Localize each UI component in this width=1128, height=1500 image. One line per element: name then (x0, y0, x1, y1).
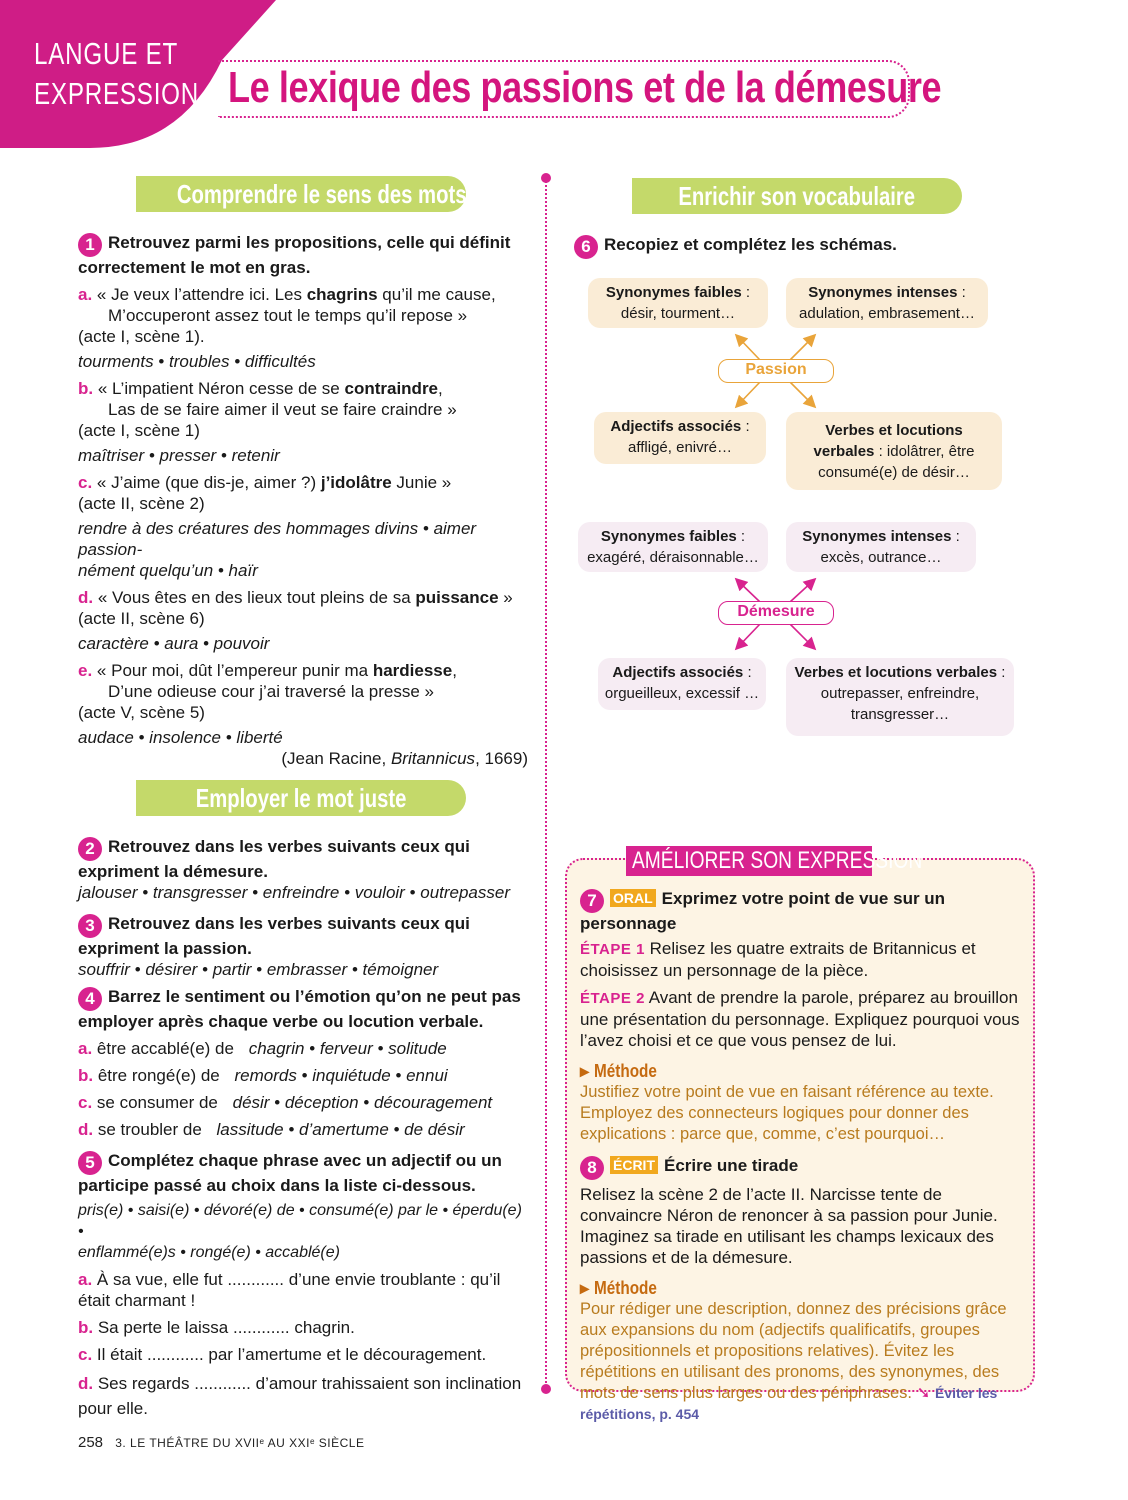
exercise-number: 7 (580, 889, 604, 913)
exercise-number: 1 (78, 233, 102, 257)
arrow-line (737, 336, 760, 360)
source-citation: (Jean Racine, Britannicus, 1669) (281, 749, 528, 768)
item-a: a. « Je veux l’attendre ici. Les chagrins qu’il me cause, (78, 285, 496, 304)
item-c: c. Il était ............ par l’amertume et le découragement. (78, 1345, 487, 1364)
methode-text: Pour rédiger une description, donnez des précisions grâce aux expansions du nom (adjectifs qualificatifs, groupes prépositionnels et propositions relatives). Évitez les répétitions en utilisant des pronoms, des synonymes, des mots de sens plus larges ou des périphrases. ➘ Éviter les répétitions, p. 454 (580, 1300, 1007, 1422)
arrow-line (737, 580, 760, 602)
quote-reference: (acte II, scène 2) (78, 494, 205, 513)
item-a: a. À sa vue, elle fut ............ d’une envie troublante : qu’il était charmant ! (78, 1270, 501, 1310)
exercise-number: 8 (580, 1156, 604, 1180)
exercise-3-instruction: 3 Retrouvez dans les verbes suivants ceux qui expriment la passion. (78, 914, 470, 958)
ameliorer-content (580, 888, 1024, 1425)
quote-reference: (acte II, scène 6) (78, 609, 205, 628)
divider-dot (541, 173, 551, 183)
item-b: b. « L’impatient Néron cesse de se contraindre, (78, 379, 443, 398)
page-title: Le lexique des passions et de la démesure (228, 63, 942, 112)
item-b: b. Sa perte le laissa ............ chagrin. (78, 1318, 355, 1337)
exercise-number: 3 (78, 914, 102, 938)
schema-passion-adjectifs: Adjectifs associés : affligé, enivré… (594, 412, 766, 464)
page-number: 258 (78, 1434, 104, 1451)
quote-line: Las de se faire aimer il veut se faire craindre » (108, 400, 457, 419)
arrow-line (790, 336, 814, 360)
page-footer (78, 1434, 364, 1452)
quote-line: D’une odieuse cour j’ai traversé la presse » (108, 682, 435, 701)
quote-line: M’occuperont assez tout le temps qu’il repose » (108, 306, 468, 325)
methode-heading: ▸ Méthode (580, 1278, 657, 1298)
word-list: pris(e) • saisi(e) • dévoré(e) de • consumé(e) par le • éperdu(e) • (78, 1202, 522, 1240)
item-d: d. se troubler de lassitude • d’amertume • de désir (78, 1120, 465, 1139)
divider-dot (541, 1384, 551, 1394)
section-label: LANGUE ET EXPRESSION (34, 36, 200, 111)
exercise-instruction: 1 Retrouvez parmi les propositions, celle qui définit correctement le mot en gras. (78, 233, 511, 277)
arrow-icon: ➘ (916, 1384, 931, 1402)
options-list: jalouser • transgresser • enfreindre • vouloir • outrepasser (78, 883, 511, 902)
schema-center-demesure: Démesure (718, 601, 834, 625)
chapter-label: 3. LE THÉÂTRE DU XVIIᵉ AU XXIᵉ SIÈCLE (115, 1436, 365, 1450)
ameliorer-expression-tab: AMÉLIORER SON EXPRESSION (626, 846, 872, 876)
schema-demesure-verbes: Verbes et locutions verbales : outrepasser, enfreindre, transgresser… (786, 658, 1014, 736)
oral-badge: ORAL (610, 889, 656, 907)
arrow-line (790, 580, 814, 602)
section-heading-enrichir: Enrichir son vocabulaire (632, 178, 962, 214)
etape-2: ÉTAPE 2 Avant de prendre la parole, préparez au brouillon une présentation du personnage. Expliquez pourquoi vous l’avez choisi et ce que vous pensez de lui. (580, 988, 1020, 1050)
schema-passion-synonymes-intenses: Synonymes intenses : adulation, embrasement… (786, 278, 988, 328)
methode-heading: ▸ Méthode (580, 1061, 657, 1081)
item-c: c. « J’aime (que dis-je, aimer ?) j’idolâtre Junie » (78, 473, 452, 492)
exercise-number: 2 (78, 837, 102, 861)
schema-center-passion: Passion (718, 359, 834, 383)
exercises-2-5 (78, 836, 528, 1421)
item-d: d. Ses regards ............ d’amour trahissaient son inclination pour elle. (78, 1374, 522, 1418)
options-list: maîtriser • presser • retenir (78, 446, 280, 465)
options-list: audace • insolence • liberté (78, 728, 283, 747)
section-heading-employer: Employer le mot juste (136, 780, 466, 816)
schema-demesure-adjectifs: Adjectifs associés : orgueilleux, excessif … (598, 658, 766, 710)
item-d: d. « Vous êtes en des lieux tout pleins de sa puissance » (78, 588, 513, 607)
exercise-number: 4 (78, 987, 102, 1011)
arrow-line (737, 624, 760, 648)
arrow-line (790, 624, 814, 648)
arrow-line (737, 382, 760, 406)
methode-text: Justifiez votre point de vue en faisant référence au texte. Employez des connecteurs logiques pour donner des explications : parce que, comme, c’est pourquoi… (580, 1083, 994, 1143)
exercise-6-instruction: 6 Recopiez et complétez les schémas. (574, 234, 1024, 259)
options-list: nément quelqu’un • haïr (78, 561, 258, 580)
exercise-number: 6 (574, 235, 598, 259)
exercise-4-instruction: 4 Barrez le sentiment ou l’émotion qu’on ne peut pas employer après chaque verbe ou locution verbale. (78, 987, 521, 1031)
triangle-icon: ▸ (580, 1061, 590, 1081)
quote-reference: (acte I, scène 1). (78, 327, 205, 346)
cross-reference-link[interactable]: Éviter les répétitions, p. 454 (580, 1385, 998, 1422)
exercise-5-instruction: 5 Complétez chaque phrase avec un adjectif ou un participe passé au choix dans la liste ci-dessous. (78, 1151, 502, 1195)
etape-1: ÉTAPE 1 Relisez les quatre extraits de Britannicus et choisissez un personnage de la pièce. (580, 939, 976, 980)
quote-reference: (acte I, scène 1) (78, 421, 200, 440)
schema-demesure-synonymes-faibles: Synonymes faibles : exagéré, déraisonnable… (578, 522, 768, 572)
options-list: caractère • aura • pouvoir (78, 634, 270, 653)
section-heading-comprendre: Comprendre le sens des mots (136, 176, 466, 212)
options-list: rendre à des créatures des hommages divins • aimer passion- (78, 519, 477, 559)
options-list: souffrir • désirer • partir • embrasser • témoigner (78, 960, 439, 979)
item-b: b. être rongé(e) de remords • inquiétude • ennui (78, 1066, 448, 1085)
column-divider (545, 176, 547, 1391)
exercise-8-title: 8 ÉCRIT Écrire une tirade (580, 1155, 1024, 1180)
exercise-8-text: Relisez la scène 2 de l’acte II. Narcisse tente de convaincre Néron de renoncer à sa passion pour Junie. Imaginez sa tirade en utilisant les champs lexicaux des passions et de la démesure. (580, 1185, 998, 1267)
schema-demesure-synonymes-intenses: Synonymes intenses : excès, outrance… (786, 522, 976, 572)
exercise-1 (78, 232, 528, 769)
options-list: tourments • troubles • difficultés (78, 352, 316, 371)
word-list: enflammé(e)s • rongé(e) • accablé(e) (78, 1244, 340, 1261)
schema-passion-verbes: Verbes et locutions verbales : idolâtrer, être consumé(e) de désir… (786, 412, 1002, 490)
arrow-line (790, 382, 814, 406)
item-e: e. « Pour moi, dût l’empereur punir ma hardiesse, (78, 661, 457, 680)
item-c: c. se consumer de désir • déception • découragement (78, 1093, 493, 1112)
quote-reference: (acte V, scène 5) (78, 703, 205, 722)
exercise-7-title: 7 ORAL Exprimez votre point de vue sur un personnage (580, 889, 946, 933)
ecrit-badge: ÉCRIT (610, 1156, 658, 1174)
exercise-2-instruction: 2 Retrouvez dans les verbes suivants ceux qui expriment la démesure. (78, 837, 470, 881)
exercise-number: 5 (78, 1151, 102, 1175)
item-a: a. être accablé(e) de chagrin • ferveur • solitude (78, 1039, 447, 1058)
triangle-icon: ▸ (580, 1278, 590, 1298)
schema-passion-synonymes-faibles: Synonymes faibles : désir, tourment… (588, 278, 768, 328)
